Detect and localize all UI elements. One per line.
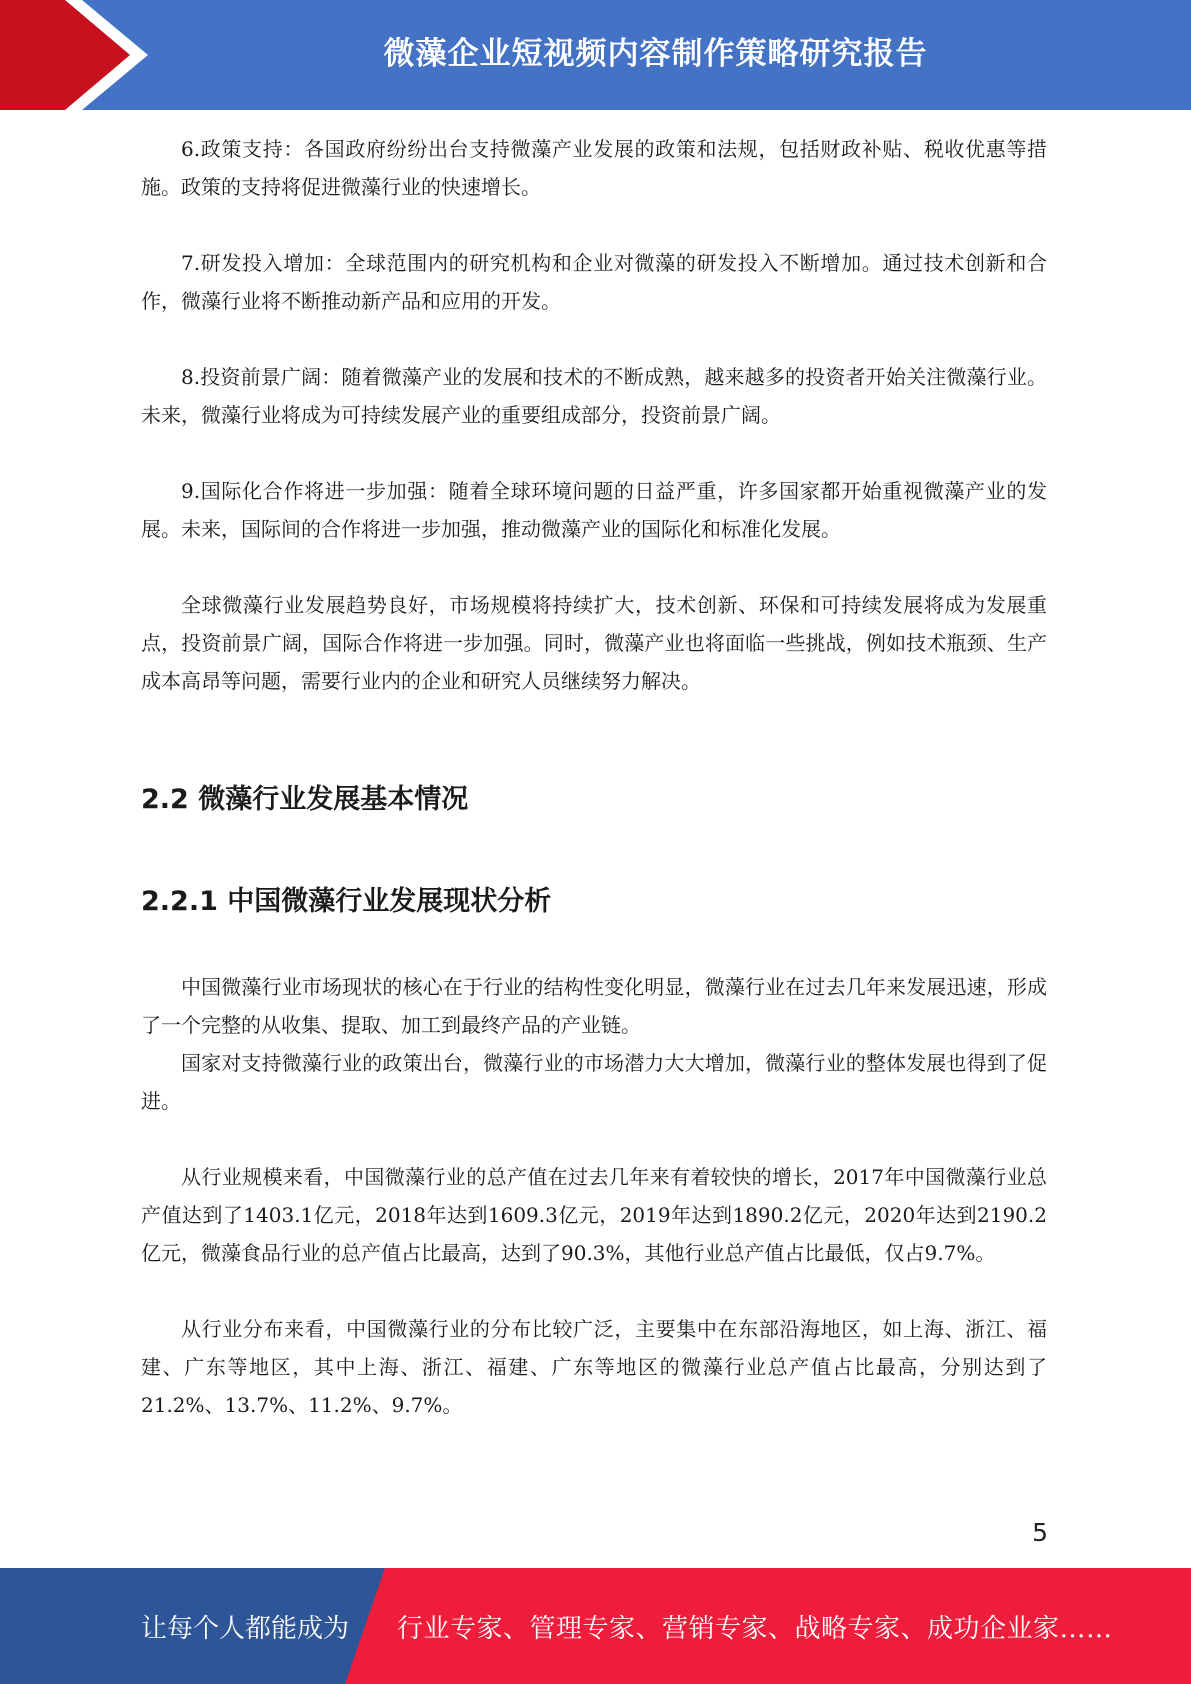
paragraph-investment-outlook: 8.投资前景广阔：随着微藻产业的发展和技术的不断成熟，越来越多的投资者开始关注微藻行业。未来，微藻行业将成为可持续发展产业的重要组成部分，投资前景广阔。 [141,365,1047,427]
paragraph-policy-support: 6.政策支持：各国政府纷纷出台支持微藻产业发展的政策和法规，包括财政补贴、税收优惠等措施。政策的支持将促进微藻行业的快速增长。 [141,137,1047,199]
paragraph-industry-distribution: 从行业分布来看，中国微藻行业的分布比较广泛，主要集中在东部沿海地区，如上海、浙江、福建、广东等地区，其中上海、浙江、福建、广东等地区的微藻行业总产值占比最高，分别达到了21.2%、13.7%、11.2%、9.7%。 [141,1317,1047,1417]
page-number: 5 [1032,1518,1048,1547]
paragraph-industry-scale: 从行业规模来看，中国微藻行业的总产值在过去几年来有着较快的增长，2017年中国微藻行业总产值达到了1403.1亿元，2018年达到1609.3亿元，2019年达到1890.2亿元，2020年达到2190.2亿元，微藻食品行业的总产值占比最高，达到了90.3%，其他行业总产值占比最低，仅占9.7%。 [141,1165,1047,1265]
paragraph-china-market-status: 中国微藻行业市场现状的核心在于行业的结构性变化明显，微藻行业在过去几年来发展迅速，形成了一个完整的从收集、提取、加工到最终产品的产业链。 [141,975,1047,1037]
report-title: 微藻企业短视频内容制作策略研究报告 [383,35,928,72]
page-content [141,130,1047,1424]
page-footer [0,1568,1191,1684]
footer-slogan-left: 让每个人都能成为 [141,1613,350,1644]
section-heading-2-2-1: 2.2.1 中国微藻行业发展现状分析 [141,886,552,917]
paragraph-rd-investment: 7.研发投入增加：全球范围内的研究机构和企业对微藻的研发投入不断增加。通过技术创新和合作，微藻行业将不断推动新产品和应用的开发。 [141,251,1047,313]
paragraph-global-summary: 全球微藻行业发展趋势良好，市场规模将持续扩大，技术创新、环保和可持续发展将成为发展重点，投资前景广阔，国际合作将进一步加强。同时，微藻产业也将面临一些挑战，例如技术瓶颈、生产成本高昂等问题，需要行业内的企业和研究人员继续努力解决。 [141,593,1047,693]
page-header [0,0,1191,110]
paragraph-international-cooperation: 9.国际化合作将进一步加强：随着全球环境问题的日益严重，许多国家都开始重视微藻产业的发展。未来，国际间的合作将进一步加强，推动微藻产业的国际化和标准化发展。 [141,479,1047,541]
footer-slogan-right: 行业专家、管理专家、营销专家、战略专家、成功企业家…… [397,1613,1113,1644]
section-heading-2-2: 2.2 微藻行业发展基本情况 [141,784,469,815]
paragraph-china-policy: 国家对支持微藻行业的政策出台，微藻行业的市场潜力大大增加，微藻行业的整体发展也得到了促进。 [141,1051,1047,1113]
